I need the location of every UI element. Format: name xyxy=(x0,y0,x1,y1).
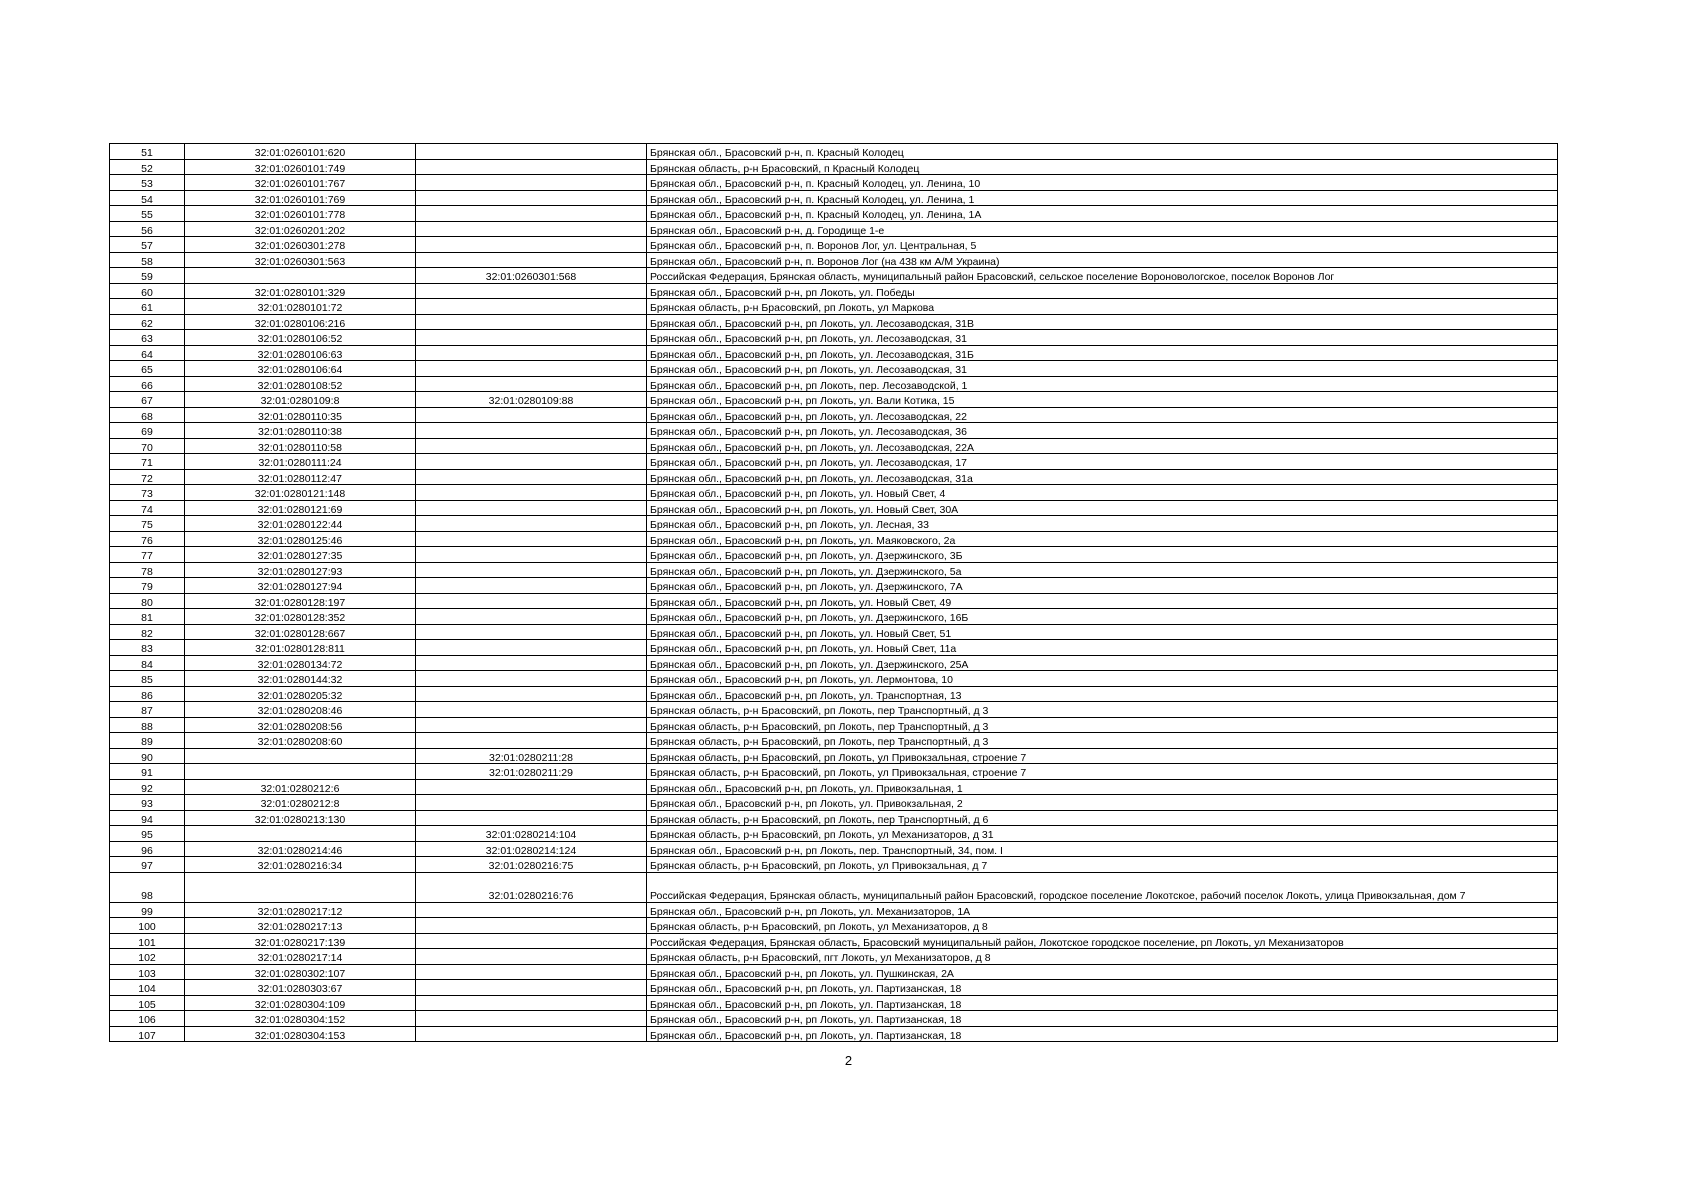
address-cell: Брянская обл., Брасовский р-н, рп Локоть, ул. Лесозаводская, 17 xyxy=(647,454,1558,470)
table-row xyxy=(110,671,1558,687)
cadastral-number-cell: 32:01:0280128:667 xyxy=(185,624,416,640)
property-registry-table xyxy=(109,143,1558,1042)
table-row xyxy=(110,686,1558,702)
address-cell: Брянская область, р-н Брасовский, п Красный Колодец xyxy=(647,159,1558,175)
related-cadastral-number-cell xyxy=(416,221,647,237)
related-cadastral-number-cell: 32:01:0280216:75 xyxy=(416,857,647,873)
table-row xyxy=(110,516,1558,532)
table-row xyxy=(110,593,1558,609)
related-cadastral-number-cell xyxy=(416,314,647,330)
row-number-cell: 84 xyxy=(110,655,185,671)
address-cell: Брянская обл., Брасовский р-н, рп Локоть, ул. Партизанская, 18 xyxy=(647,995,1558,1011)
table-row xyxy=(110,779,1558,795)
table-row xyxy=(110,702,1558,718)
address-cell: Брянская обл., Брасовский р-н, рп Локоть, пер. Транспортный, 34, пом. I xyxy=(647,841,1558,857)
page-number: 2 xyxy=(844,1053,853,1068)
related-cadastral-number-cell: 32:01:0280214:124 xyxy=(416,841,647,857)
address-cell: Брянская область, р-н Брасовский, пгт Локоть, ул Механизаторов, д 8 xyxy=(647,949,1558,965)
row-number-cell: 77 xyxy=(110,547,185,563)
table-row xyxy=(110,980,1558,996)
related-cadastral-number-cell xyxy=(416,609,647,625)
address-cell: Брянская обл., Брасовский р-н, рп Локоть, ул. Партизанская, 18 xyxy=(647,1011,1558,1027)
address-cell: Брянская область, р-н Брасовский, рп Локоть, ул Привокзальная, строение 7 xyxy=(647,764,1558,780)
cadastral-number-cell: 32:01:0260101:778 xyxy=(185,206,416,222)
table-row xyxy=(110,500,1558,516)
cadastral-number-cell: 32:01:0280217:139 xyxy=(185,933,416,949)
cadastral-number-cell: 32:01:0260101:767 xyxy=(185,175,416,191)
table-row xyxy=(110,810,1558,826)
related-cadastral-number-cell xyxy=(416,593,647,609)
row-number-cell: 82 xyxy=(110,624,185,640)
table-row xyxy=(110,857,1558,873)
row-number-cell: 52 xyxy=(110,159,185,175)
cadastral-number-cell xyxy=(185,826,416,842)
cadastral-number-cell: 32:01:0280212:8 xyxy=(185,795,416,811)
address-cell: Брянская обл., Брасовский р-н, рп Локоть, ул. Маяковского, 2а xyxy=(647,531,1558,547)
row-number-cell: 104 xyxy=(110,980,185,996)
related-cadastral-number-cell xyxy=(416,980,647,996)
related-cadastral-number-cell xyxy=(416,206,647,222)
cadastral-number-cell: 32:01:0280125:46 xyxy=(185,531,416,547)
address-cell: Брянская обл., Брасовский р-н, рп Локоть, ул. Лесозаводская, 22 xyxy=(647,407,1558,423)
table-row xyxy=(110,795,1558,811)
row-number-cell: 59 xyxy=(110,268,185,284)
related-cadastral-number-cell xyxy=(416,995,647,1011)
row-number-cell: 75 xyxy=(110,516,185,532)
cadastral-number-cell: 32:01:0280128:352 xyxy=(185,609,416,625)
row-number-cell: 57 xyxy=(110,237,185,253)
table-row xyxy=(110,190,1558,206)
table-row xyxy=(110,933,1558,949)
cadastral-number-cell: 32:01:0280106:52 xyxy=(185,330,416,346)
table-row xyxy=(110,314,1558,330)
related-cadastral-number-cell xyxy=(416,810,647,826)
table-row xyxy=(110,469,1558,485)
table-row xyxy=(110,454,1558,470)
related-cadastral-number-cell xyxy=(416,933,647,949)
row-number-cell: 64 xyxy=(110,345,185,361)
table-row xyxy=(110,949,1558,965)
row-number-cell: 80 xyxy=(110,593,185,609)
row-number-cell: 60 xyxy=(110,283,185,299)
table-row xyxy=(110,655,1558,671)
address-cell: Брянская обл., Брасовский р-н, рп Локоть, ул. Лесозаводская, 31Б xyxy=(647,345,1558,361)
cadastral-number-cell: 32:01:0280101:329 xyxy=(185,283,416,299)
related-cadastral-number-cell xyxy=(416,640,647,656)
table-row xyxy=(110,361,1558,377)
row-number-cell: 54 xyxy=(110,190,185,206)
table-row xyxy=(110,438,1558,454)
related-cadastral-number-cell xyxy=(416,795,647,811)
row-number-cell: 97 xyxy=(110,857,185,873)
table-row xyxy=(110,283,1558,299)
cadastral-number-cell: 32:01:0260101:749 xyxy=(185,159,416,175)
address-cell: Брянская обл., Брасовский р-н, рп Локоть, ул. Дзержинского, 25А xyxy=(647,655,1558,671)
row-number-cell: 83 xyxy=(110,640,185,656)
address-cell: Брянская область, р-н Брасовский, рп Локоть, пер Транспортный, д 3 xyxy=(647,702,1558,718)
table-row xyxy=(110,175,1558,191)
address-cell: Брянская область, р-н Брасовский, рп Локоть, пер Транспортный, д 6 xyxy=(647,810,1558,826)
table-row xyxy=(110,562,1558,578)
table-row xyxy=(110,841,1558,857)
row-number-cell: 58 xyxy=(110,252,185,268)
related-cadastral-number-cell xyxy=(416,779,647,795)
cadastral-number-cell: 32:01:0280208:56 xyxy=(185,717,416,733)
row-number-cell: 91 xyxy=(110,764,185,780)
row-number-cell: 89 xyxy=(110,733,185,749)
row-number-cell: 106 xyxy=(110,1011,185,1027)
cadastral-number-cell: 32:01:0260301:563 xyxy=(185,252,416,268)
table-row xyxy=(110,640,1558,656)
table-row xyxy=(110,159,1558,175)
table-row xyxy=(110,578,1558,594)
related-cadastral-number-cell xyxy=(416,438,647,454)
address-cell: Брянская обл., Брасовский р-н, рп Локоть, ул. Лесозаводская, 31В xyxy=(647,314,1558,330)
table-row xyxy=(110,407,1558,423)
table-row xyxy=(110,299,1558,315)
row-number-cell: 66 xyxy=(110,376,185,392)
cadastral-number-cell: 32:01:0260301:278 xyxy=(185,237,416,253)
related-cadastral-number-cell xyxy=(416,949,647,965)
related-cadastral-number-cell: 32:01:0280214:104 xyxy=(416,826,647,842)
cadastral-number-cell xyxy=(185,268,416,284)
row-number-cell: 99 xyxy=(110,902,185,918)
row-number-cell: 105 xyxy=(110,995,185,1011)
related-cadastral-number-cell xyxy=(416,671,647,687)
related-cadastral-number-cell xyxy=(416,469,647,485)
cadastral-number-cell: 32:01:0280217:14 xyxy=(185,949,416,965)
row-number-cell: 86 xyxy=(110,686,185,702)
address-cell: Российская Федерация, Брянская область, муниципальный район Брасовский, городское поселение Локотское, рабочий поселок Локоть, улица Привокзальная, дом 7 xyxy=(647,872,1558,902)
related-cadastral-number-cell xyxy=(416,655,647,671)
address-cell: Брянская обл., Брасовский р-н, рп Локоть, ул. Лесозаводская, 31а xyxy=(647,469,1558,485)
row-number-cell: 51 xyxy=(110,144,185,160)
cadastral-number-cell: 32:01:0280127:35 xyxy=(185,547,416,563)
address-cell: Брянская обл., Брасовский р-н, рп Локоть, ул. Лермонтова, 10 xyxy=(647,671,1558,687)
cadastral-number-cell: 32:01:0280121:69 xyxy=(185,500,416,516)
address-cell: Брянская область, р-н Брасовский, рп Локоть, ул Механизаторов, д 31 xyxy=(647,826,1558,842)
table-row xyxy=(110,392,1558,408)
address-cell: Брянская обл., Брасовский р-н, рп Локоть, ул. Новый Свет, 4 xyxy=(647,485,1558,501)
address-cell: Брянская обл., Брасовский р-н, рп Локоть, ул. Лесозаводская, 36 xyxy=(647,423,1558,439)
related-cadastral-number-cell xyxy=(416,531,647,547)
cadastral-number-cell: 32:01:0280302:107 xyxy=(185,964,416,980)
table-row xyxy=(110,764,1558,780)
cadastral-number-cell: 32:01:0280106:216 xyxy=(185,314,416,330)
table-row xyxy=(110,995,1558,1011)
related-cadastral-number-cell xyxy=(416,252,647,268)
row-number-cell: 63 xyxy=(110,330,185,346)
related-cadastral-number-cell xyxy=(416,902,647,918)
row-number-cell: 98 xyxy=(110,872,185,902)
address-cell: Брянская обл., Брасовский р-н, рп Локоть, ул. Вали Котика, 15 xyxy=(647,392,1558,408)
cadastral-number-cell: 32:01:0280208:60 xyxy=(185,733,416,749)
cadastral-number-cell: 32:01:0280208:46 xyxy=(185,702,416,718)
related-cadastral-number-cell xyxy=(416,624,647,640)
related-cadastral-number-cell xyxy=(416,717,647,733)
row-number-cell: 76 xyxy=(110,531,185,547)
row-number-cell: 85 xyxy=(110,671,185,687)
related-cadastral-number-cell xyxy=(416,144,647,160)
row-number-cell: 102 xyxy=(110,949,185,965)
table-row xyxy=(110,1011,1558,1027)
row-number-cell: 72 xyxy=(110,469,185,485)
cadastral-number-cell: 32:01:0260201:202 xyxy=(185,221,416,237)
cadastral-number-cell: 32:01:0280134:72 xyxy=(185,655,416,671)
address-cell: Брянская обл., Брасовский р-н, рп Локоть, ул. Дзержинского, 5а xyxy=(647,562,1558,578)
related-cadastral-number-cell: 32:01:0260301:568 xyxy=(416,268,647,284)
cadastral-number-cell: 32:01:0280110:38 xyxy=(185,423,416,439)
address-cell: Брянская область, р-н Брасовский, рп Локоть, ул Маркова xyxy=(647,299,1558,315)
row-number-cell: 70 xyxy=(110,438,185,454)
address-cell: Брянская обл., Брасовский р-н, рп Локоть, ул. Новый Свет, 51 xyxy=(647,624,1558,640)
related-cadastral-number-cell xyxy=(416,283,647,299)
table-row xyxy=(110,717,1558,733)
table-row xyxy=(110,206,1558,222)
cadastral-number-cell xyxy=(185,872,416,902)
row-number-cell: 101 xyxy=(110,933,185,949)
row-number-cell: 53 xyxy=(110,175,185,191)
table-row xyxy=(110,252,1558,268)
address-cell: Брянская обл., Брасовский р-н, рп Локоть, ул. Новый Свет, 49 xyxy=(647,593,1558,609)
table-row xyxy=(110,624,1558,640)
row-number-cell: 107 xyxy=(110,1026,185,1042)
table-row xyxy=(110,376,1558,392)
related-cadastral-number-cell xyxy=(416,733,647,749)
related-cadastral-number-cell xyxy=(416,376,647,392)
cadastral-number-cell: 32:01:0280122:44 xyxy=(185,516,416,532)
address-cell: Брянская обл., Брасовский р-н, рп Локоть, ул. Дзержинского, 3Б xyxy=(647,547,1558,563)
table-row xyxy=(110,748,1558,764)
address-cell: Брянская обл., Брасовский р-н, рп Локоть, ул. Пушкинская, 2А xyxy=(647,964,1558,980)
cadastral-number-cell: 32:01:0280128:197 xyxy=(185,593,416,609)
row-number-cell: 71 xyxy=(110,454,185,470)
cadastral-number-cell xyxy=(185,748,416,764)
row-number-cell: 56 xyxy=(110,221,185,237)
related-cadastral-number-cell xyxy=(416,578,647,594)
cadastral-number-cell xyxy=(185,764,416,780)
related-cadastral-number-cell xyxy=(416,345,647,361)
related-cadastral-number-cell xyxy=(416,516,647,532)
address-cell: Брянская обл., Брасовский р-н, рп Локоть, ул. Привокзальная, 2 xyxy=(647,795,1558,811)
cadastral-number-cell: 32:01:0280108:52 xyxy=(185,376,416,392)
table-row xyxy=(110,531,1558,547)
row-number-cell: 68 xyxy=(110,407,185,423)
cadastral-number-cell: 32:01:0280111:24 xyxy=(185,454,416,470)
address-cell: Брянская обл., Брасовский р-н, рп Локоть, ул. Новый Свет, 30А xyxy=(647,500,1558,516)
address-cell: Брянская область, р-н Брасовский, рп Локоть, пер Транспортный, д 3 xyxy=(647,717,1558,733)
address-cell: Брянская область, р-н Брасовский, рп Локоть, ул Механизаторов, д 8 xyxy=(647,918,1558,934)
related-cadastral-number-cell xyxy=(416,686,647,702)
row-number-cell: 62 xyxy=(110,314,185,330)
address-cell: Брянская обл., Брасовский р-н, рп Локоть, ул. Механизаторов, 1А xyxy=(647,902,1558,918)
table-row xyxy=(110,330,1558,346)
cadastral-number-cell: 32:01:0280112:47 xyxy=(185,469,416,485)
related-cadastral-number-cell xyxy=(416,485,647,501)
table-row xyxy=(110,826,1558,842)
cadastral-number-cell: 32:01:0280304:152 xyxy=(185,1011,416,1027)
address-cell: Брянская обл., Брасовский р-н, п. Красный Колодец, ул. Ленина, 1А xyxy=(647,206,1558,222)
cadastral-number-cell: 32:01:0280213:130 xyxy=(185,810,416,826)
cadastral-number-cell: 32:01:0280106:63 xyxy=(185,345,416,361)
address-cell: Брянская обл., Брасовский р-н, п. Воронов Лог (на 438 км А/М Украина) xyxy=(647,252,1558,268)
related-cadastral-number-cell xyxy=(416,361,647,377)
cadastral-number-cell: 32:01:0280304:153 xyxy=(185,1026,416,1042)
row-number-cell: 81 xyxy=(110,609,185,625)
cadastral-number-cell: 32:01:0280212:6 xyxy=(185,779,416,795)
table-row xyxy=(110,345,1558,361)
row-number-cell: 88 xyxy=(110,717,185,733)
address-cell: Брянская обл., Брасовский р-н, рп Локоть, ул. Лесозаводская, 31 xyxy=(647,361,1558,377)
row-number-cell: 61 xyxy=(110,299,185,315)
cadastral-number-cell: 32:01:0280217:13 xyxy=(185,918,416,934)
address-cell: Брянская обл., Брасовский р-н, рп Локоть, ул. Лесозаводская, 31 xyxy=(647,330,1558,346)
address-cell: Брянская обл., Брасовский р-н, рп Локоть, ул. Лесозаводская, 22А xyxy=(647,438,1558,454)
address-cell: Брянская обл., Брасовский р-н, п. Красный Колодец, ул. Ленина, 10 xyxy=(647,175,1558,191)
table-row xyxy=(110,221,1558,237)
address-cell: Брянская область, р-н Брасовский, рп Локоть, ул Привокзальная, строение 7 xyxy=(647,748,1558,764)
related-cadastral-number-cell xyxy=(416,562,647,578)
table-row xyxy=(110,485,1558,501)
cadastral-number-cell: 32:01:0260101:769 xyxy=(185,190,416,206)
table-row xyxy=(110,872,1558,902)
row-number-cell: 78 xyxy=(110,562,185,578)
row-number-cell: 55 xyxy=(110,206,185,222)
address-cell: Брянская обл., Брасовский р-н, рп Локоть, ул. Победы xyxy=(647,283,1558,299)
table-row xyxy=(110,918,1558,934)
address-cell: Российская Федерация, Брянская область, муниципальный район Брасовский, сельское поселение Вороновологское, поселок Воронов Лог xyxy=(647,268,1558,284)
address-cell: Брянская обл., Брасовский р-н, рп Локоть, пер. Лесозаводской, 1 xyxy=(647,376,1558,392)
address-cell: Брянская обл., Брасовский р-н, п. Красный Колодец xyxy=(647,144,1558,160)
related-cadastral-number-cell: 32:01:0280109:88 xyxy=(416,392,647,408)
related-cadastral-number-cell xyxy=(416,702,647,718)
table-row xyxy=(110,1026,1558,1042)
row-number-cell: 74 xyxy=(110,500,185,516)
address-cell: Брянская обл., Брасовский р-н, рп Локоть, ул. Партизанская, 18 xyxy=(647,980,1558,996)
related-cadastral-number-cell xyxy=(416,237,647,253)
address-cell: Брянская обл., Брасовский р-н, рп Локоть, ул. Новый Свет, 11а xyxy=(647,640,1558,656)
related-cadastral-number-cell xyxy=(416,330,647,346)
table-row xyxy=(110,144,1558,160)
cadastral-number-cell: 32:01:0280216:34 xyxy=(185,857,416,873)
cadastral-number-cell: 32:01:0280110:58 xyxy=(185,438,416,454)
row-number-cell: 69 xyxy=(110,423,185,439)
address-cell: Брянская обл., Брасовский р-н, п. Красный Колодец, ул. Ленина, 1 xyxy=(647,190,1558,206)
cadastral-number-cell: 32:01:0280106:64 xyxy=(185,361,416,377)
related-cadastral-number-cell xyxy=(416,407,647,423)
related-cadastral-number-cell xyxy=(416,500,647,516)
address-cell: Брянская обл., Брасовский р-н, п. Воронов Лог, ул. Центральная, 5 xyxy=(647,237,1558,253)
address-cell: Брянская область, р-н Брасовский, рп Локоть, ул Привокзальная, д 7 xyxy=(647,857,1558,873)
cadastral-number-cell: 32:01:0280304:109 xyxy=(185,995,416,1011)
row-number-cell: 79 xyxy=(110,578,185,594)
related-cadastral-number-cell xyxy=(416,299,647,315)
table-row xyxy=(110,609,1558,625)
cadastral-number-cell: 32:01:0280127:93 xyxy=(185,562,416,578)
row-number-cell: 65 xyxy=(110,361,185,377)
related-cadastral-number-cell xyxy=(416,423,647,439)
related-cadastral-number-cell xyxy=(416,159,647,175)
cadastral-number-cell: 32:01:0280127:94 xyxy=(185,578,416,594)
related-cadastral-number-cell: 32:01:0280216:76 xyxy=(416,872,647,902)
table-row xyxy=(110,547,1558,563)
registry-table-body xyxy=(110,144,1558,1042)
cadastral-number-cell: 32:01:0280110:35 xyxy=(185,407,416,423)
row-number-cell: 103 xyxy=(110,964,185,980)
related-cadastral-number-cell xyxy=(416,1011,647,1027)
cadastral-number-cell: 32:01:0280303:67 xyxy=(185,980,416,996)
related-cadastral-number-cell xyxy=(416,547,647,563)
row-number-cell: 95 xyxy=(110,826,185,842)
cadastral-number-cell: 32:01:0280205:32 xyxy=(185,686,416,702)
row-number-cell: 73 xyxy=(110,485,185,501)
related-cadastral-number-cell xyxy=(416,1026,647,1042)
cadastral-number-cell: 32:01:0280214:46 xyxy=(185,841,416,857)
address-cell: Брянская обл., Брасовский р-н, рп Локоть, ул. Дзержинского, 7А xyxy=(647,578,1558,594)
table-row xyxy=(110,268,1558,284)
related-cadastral-number-cell xyxy=(416,175,647,191)
row-number-cell: 94 xyxy=(110,810,185,826)
cadastral-number-cell: 32:01:0280128:811 xyxy=(185,640,416,656)
cadastral-number-cell: 32:01:0280144:32 xyxy=(185,671,416,687)
cadastral-number-cell: 32:01:0280121:148 xyxy=(185,485,416,501)
related-cadastral-number-cell xyxy=(416,918,647,934)
address-cell: Брянская обл., Брасовский р-н, рп Локоть, ул. Транспортная, 13 xyxy=(647,686,1558,702)
address-cell: Брянская область, р-н Брасовский, рп Локоть, пер Транспортный, д 3 xyxy=(647,733,1558,749)
address-cell: Российская Федерация, Брянская область, Брасовский муниципальный район, Локотское городское поселение, рп Локоть, ул Механизаторов xyxy=(647,933,1558,949)
cadastral-number-cell: 32:01:0260101:620 xyxy=(185,144,416,160)
table-row xyxy=(110,964,1558,980)
row-number-cell: 90 xyxy=(110,748,185,764)
row-number-cell: 87 xyxy=(110,702,185,718)
address-cell: Брянская обл., Брасовский р-н, рп Локоть, ул. Дзержинского, 16Б xyxy=(647,609,1558,625)
table-row xyxy=(110,733,1558,749)
cadastral-number-cell: 32:01:0280109:8 xyxy=(185,392,416,408)
table-row xyxy=(110,237,1558,253)
row-number-cell: 92 xyxy=(110,779,185,795)
address-cell: Брянская обл., Брасовский р-н, рп Локоть, ул. Партизанская, 18 xyxy=(647,1026,1558,1042)
related-cadastral-number-cell: 32:01:0280211:29 xyxy=(416,764,647,780)
table-row xyxy=(110,423,1558,439)
cadastral-number-cell: 32:01:0280217:12 xyxy=(185,902,416,918)
address-cell: Брянская обл., Брасовский р-н, рп Локоть, ул. Лесная, 33 xyxy=(647,516,1558,532)
related-cadastral-number-cell: 32:01:0280211:28 xyxy=(416,748,647,764)
table-row xyxy=(110,902,1558,918)
related-cadastral-number-cell xyxy=(416,454,647,470)
related-cadastral-number-cell xyxy=(416,190,647,206)
row-number-cell: 67 xyxy=(110,392,185,408)
address-cell: Брянская обл., Брасовский р-н, д. Городище 1-е xyxy=(647,221,1558,237)
related-cadastral-number-cell xyxy=(416,964,647,980)
row-number-cell: 96 xyxy=(110,841,185,857)
row-number-cell: 100 xyxy=(110,918,185,934)
address-cell: Брянская обл., Брасовский р-н, рп Локоть, ул. Привокзальная, 1 xyxy=(647,779,1558,795)
cadastral-number-cell: 32:01:0280101:72 xyxy=(185,299,416,315)
row-number-cell: 93 xyxy=(110,795,185,811)
